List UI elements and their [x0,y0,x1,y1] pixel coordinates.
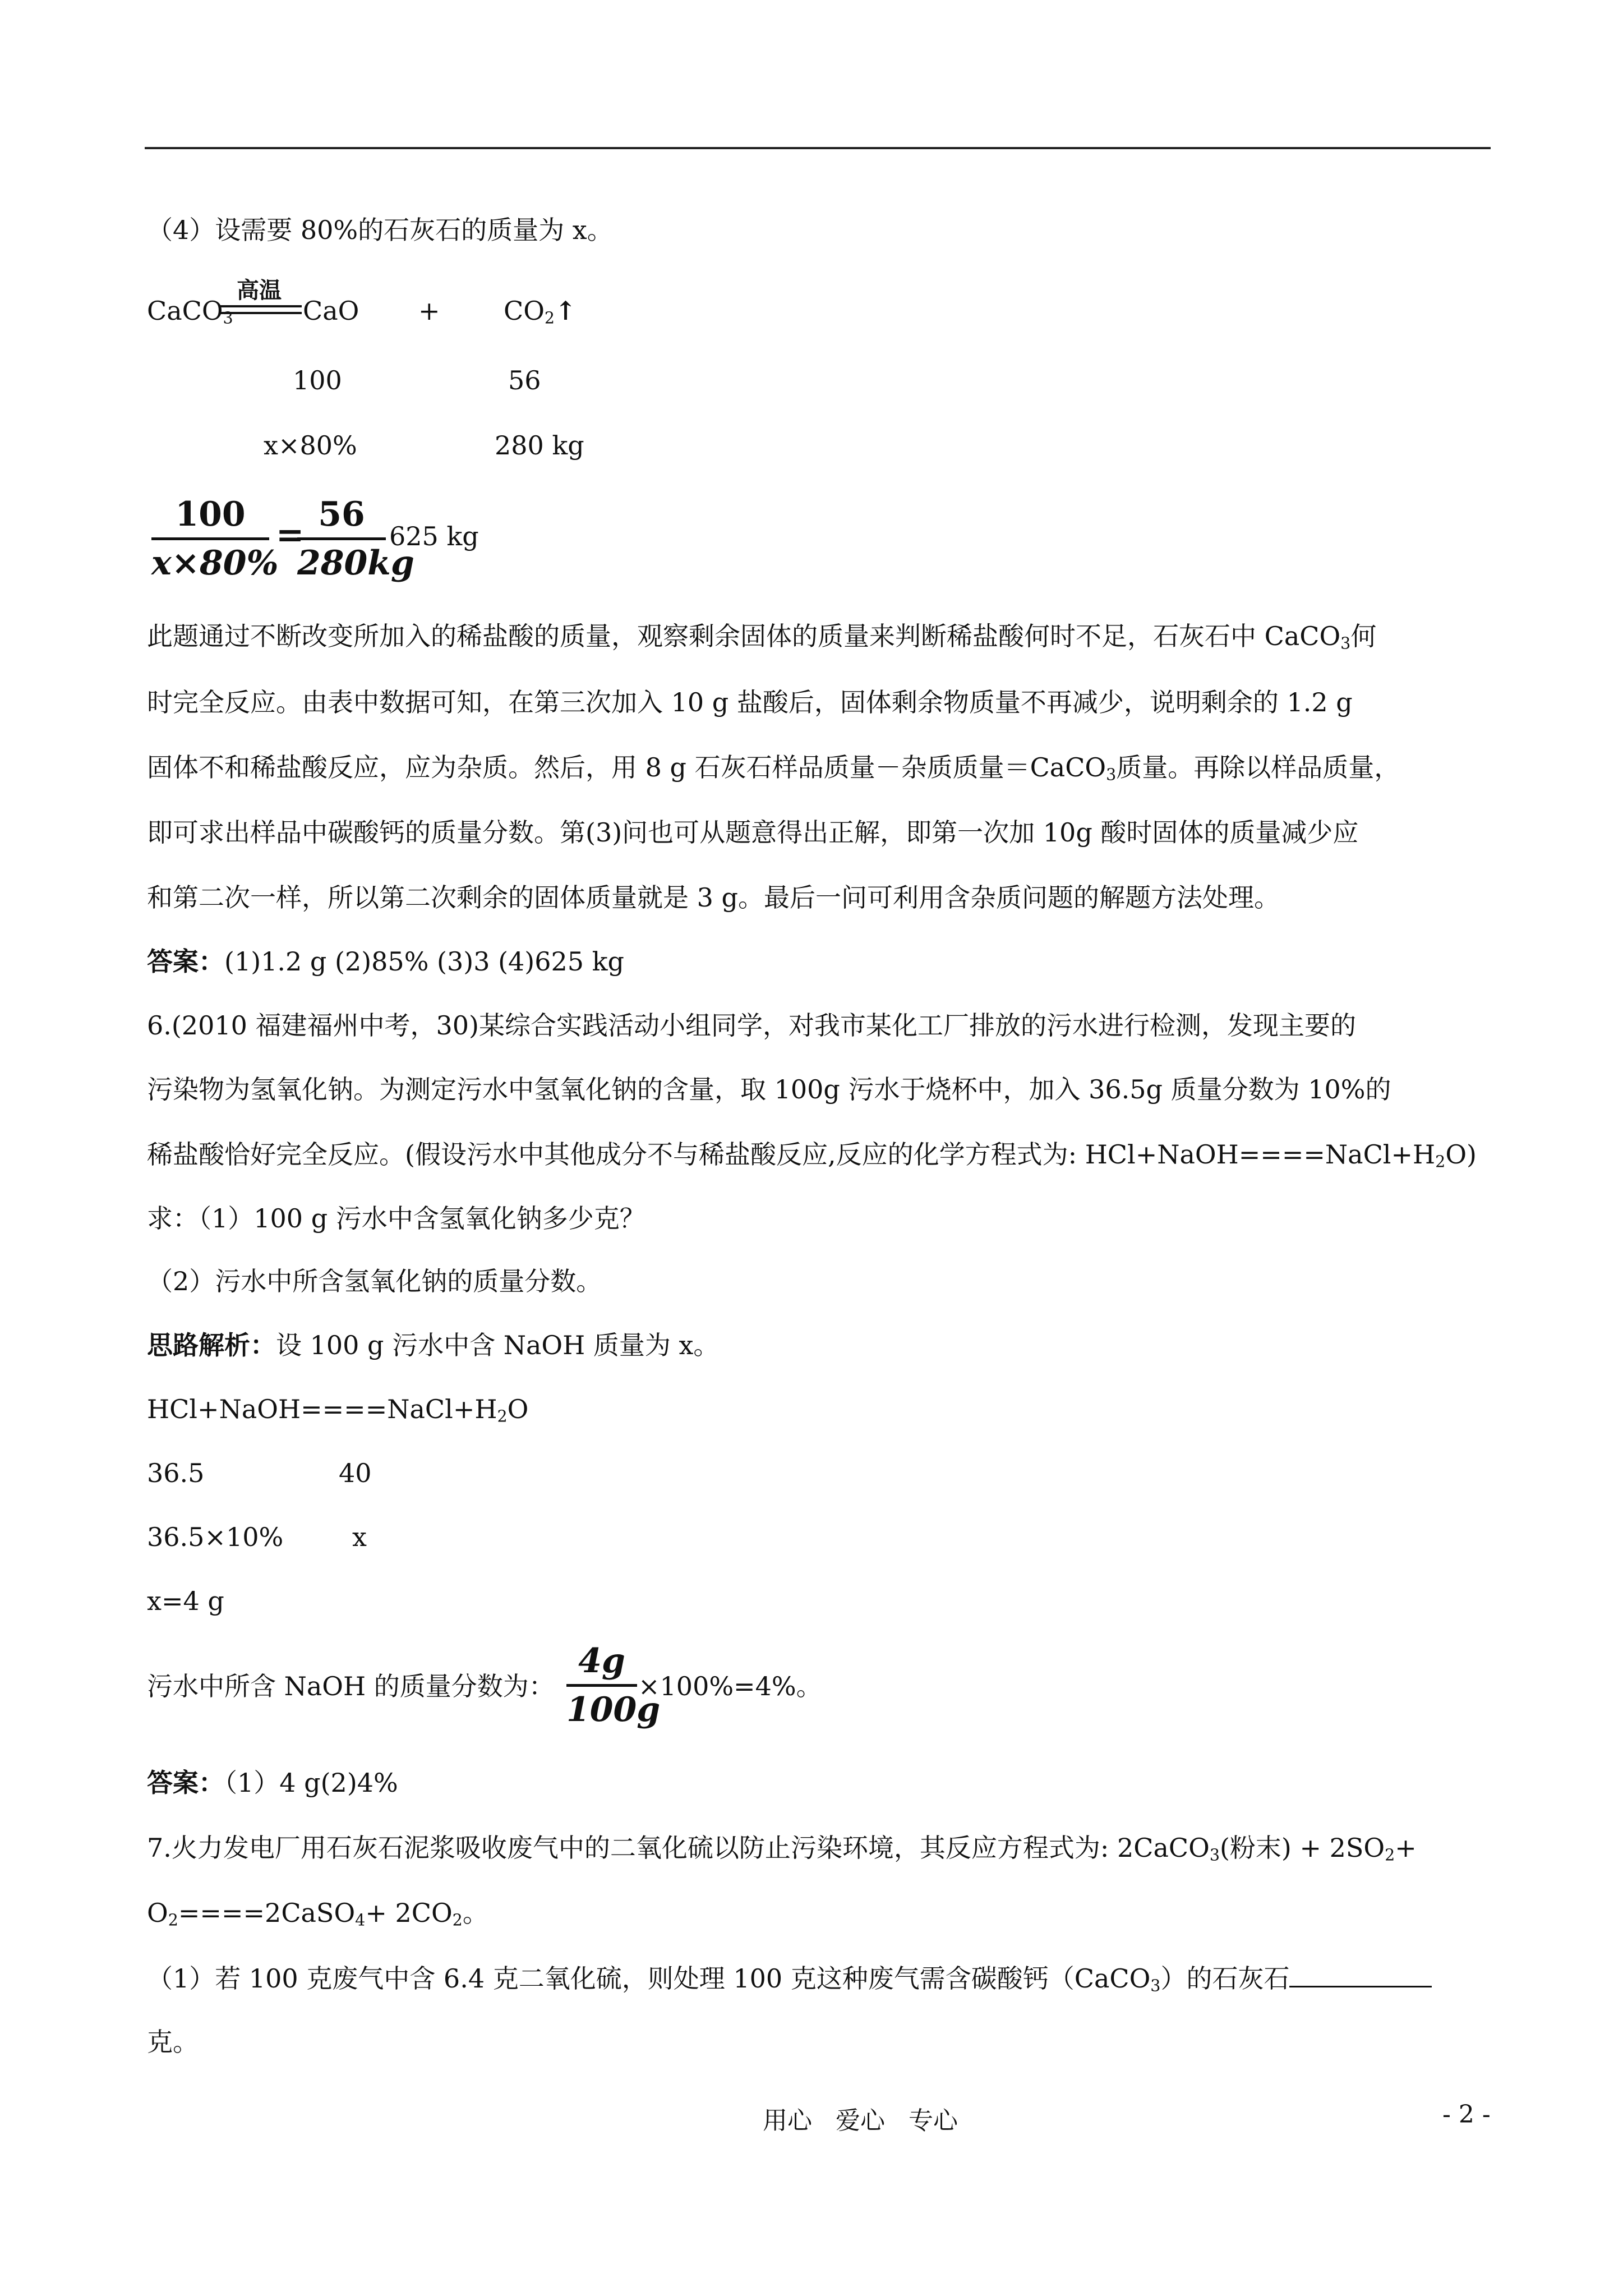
q6-given: 36.5×10% [147,1522,284,1552]
footer-motto: 用心 爱心 专心 [763,2106,958,2135]
q6-equation: $HCl+NaOH====NaCl+H_2O$ [147,1394,529,1426]
q7-line-4: 克。 [147,2027,199,2057]
q4-eq-bar-top [220,305,302,307]
q4-eq-condition: 高温 [237,277,282,303]
q4-fraction-2: 56 280kg [297,495,414,583]
answer-5: 答案：(1)1.2 g (2)85% (3)3 (4)625 kg [147,946,624,977]
explanation-line-2: 时完全反应。由表中数据可知，在第三次加入 10 g 盐酸后，固体剩余物质量不再减少，说明剩余的 1.2 g [147,687,1353,717]
q4-equals: = [276,516,305,555]
q4-eq-bar-bottom [220,312,302,314]
q6-fraction-prefix: 污水中所含 NaOH 的质量分数为： [147,1671,555,1701]
answer-6: 答案：（1）4 g(2)4% [147,1768,398,1798]
explanation-line-4: 即可求出样品中碳酸钙的质量分数。第(3)问也可从题意得出正解，即第一次加 10g 酸时固体的质量减少应 [147,817,1359,848]
q7-line-2: $O_2====2CaSO_4+ 2CO_2$。 [147,1898,488,1930]
explanation-line-5: 和第二次一样，所以第二次剩余的固体质量就是 3 g。最后一问可利用含杂质问题的解题方法处理。 [147,882,1280,913]
q4-fraction-1: 100 x×80% [151,495,279,583]
answer-blank[interactable] [1289,1961,1432,1987]
q4-eq-reactant: CaCO$_3$ [147,296,233,328]
q6-analysis: 思路解析：设 100 g 污水中含 NaOH 质量为 x。 [147,1330,720,1360]
q7-line-3: （1）若 100 克废气中含 6.4 克二氧化硫，则处理 100 克这种废气需含碳酸钙（CaCO$_3$）的石灰石 [147,1961,1432,1995]
q6-line-1: 6.(2010 福建福州中考，30)某综合实践活动小组同学，对我市某化工厂排放的污水进行检测，发现主要的 [147,1010,1357,1041]
q4-mass-co2: 56 [508,365,541,395]
page-number: - 2 - [1442,2100,1491,2129]
q6-line-4: 求：（1）100 g 污水中含氢氧化钠多少克？ [147,1203,645,1234]
header-rule [145,147,1491,149]
q6-mass-hcl: 36.5 [147,1458,205,1488]
q4-unknown: x×80% [264,430,357,461]
q4-result: 625 kg [389,521,479,551]
q6-mass-naoh: 40 [339,1458,372,1488]
q6-line-2: 污染物为氢氧化钠。为测定污水中氢氧化钠的含量，取 100g 污水于烧杯中，加入 36.5g 质量分数为 10%的 [147,1074,1391,1105]
q6-fraction-suffix: ×100%=4%。 [638,1671,822,1701]
q4-mass-caco3: 100 [293,365,342,395]
q4-intro: （4）设需要 80%的石灰石的质量为 x。 [147,215,613,245]
explanation-line-1: 此题通过不断改变所加入的稀盐酸的质量，观察剩余固体的质量来判断稀盐酸何时不足，石灰石中 CaCO$_3$何 [147,621,1377,653]
q4-given: 280 kg [495,430,584,461]
q6-unknown: x [352,1522,367,1552]
q7-line-1: 7.火力发电厂用石灰石泥浆吸收废气中的二氧化硫以防止污染环境，其反应方程式为: 2CaCO$_3$(粉末) + $2SO_2+$ [147,1833,1417,1865]
q6-line-3: 稀盐酸恰好完全反应。(假设污水中其他成分不与稀盐酸反应,反应的化学方程式为: $HCl+NaOH====NaCl+H_2O$) [147,1139,1477,1171]
q4-eq-product1: CaO [303,296,359,326]
explanation-line-3: 固体不和稀盐酸反应，应为杂质。然后，用 8 g 石灰石样品质量－杂质质量＝CaCO$_3$质量。再除以样品质量， [147,752,1400,784]
q6-solve: x=4 g [147,1586,224,1616]
q4-eq-product2: $CO_2↑$ [504,296,577,328]
q6-line-5: （2）污水中所含氢氧化钠的质量分数。 [147,1266,602,1296]
q6-fraction: 4g 100g [566,1641,661,1729]
q4-eq-plus: + [418,296,440,326]
